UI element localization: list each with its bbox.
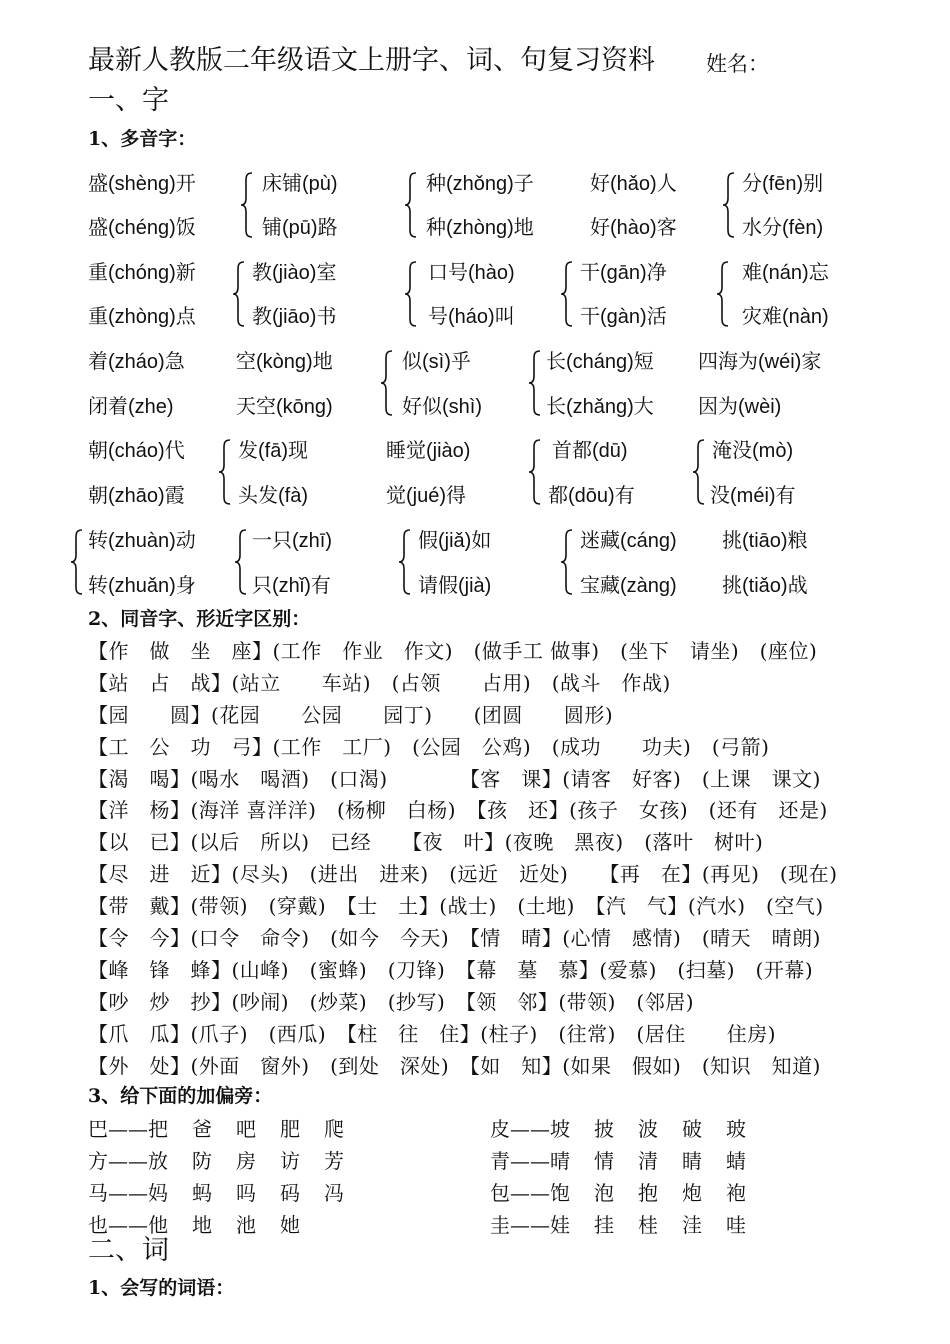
polyphonic-item: 闭着(zhe) <box>88 396 174 418</box>
polyphonic-item: 淹没(mò) <box>712 440 794 462</box>
radical-char: 地 <box>192 1213 212 1237</box>
homophone-row: 【站 占 战】(站立 车站) (占领 占用) (战斗 作战) <box>88 671 671 695</box>
polyphonic-item: 睡觉(jiào) <box>386 440 471 462</box>
radical-char: 饱 <box>550 1181 570 1205</box>
radical-row <box>490 1177 770 1206</box>
polyphonic-item: 空(kòng)地 <box>236 351 333 373</box>
homophone-row: 【吵 炒 抄】(吵闹) (炒菜) (抄写) 【领 邻】(带领) (邻居) <box>88 990 695 1014</box>
left-brace-icon <box>398 529 412 595</box>
radical-char: 哇 <box>726 1213 746 1237</box>
left-brace-icon <box>232 261 246 327</box>
radical-char: 炮 <box>682 1181 702 1205</box>
polyphonic-item: 首都(dū) <box>552 440 628 462</box>
radical-base: 圭—— <box>490 1213 550 1237</box>
polyphonic-item: 宝藏(zàng) <box>580 575 677 597</box>
homophone-row: 【外 处】(外面 窗外) (到处 深处) 【如 知】(如果 假如) (知识 知道) <box>88 1054 821 1078</box>
radical-base: 也—— <box>88 1213 148 1237</box>
radical-char: 爬 <box>324 1117 344 1141</box>
radical-char: 房 <box>236 1149 256 1173</box>
radical-char: 情 <box>594 1149 614 1173</box>
radical-char: 吗 <box>236 1181 256 1205</box>
left-brace-icon <box>692 439 706 505</box>
polyphonic-item: 铺(pū)路 <box>262 217 338 239</box>
radical-char: 放 <box>148 1149 168 1173</box>
polyphonic-item: 好(hào)客 <box>590 217 677 239</box>
polyphonic-item: 难(nán)忘 <box>742 262 829 284</box>
radical-char: 洼 <box>682 1213 702 1237</box>
left-brace-icon <box>70 529 84 595</box>
radical-char: 蚂 <box>192 1181 212 1205</box>
radical-char: 他 <box>148 1213 168 1237</box>
radical-char: 爸 <box>192 1117 212 1141</box>
homophone-row: 【带 戴】(带领) (穿戴) 【士 土】(战士) (土地) 【汽 气】(汽水) (空气) <box>88 894 824 918</box>
homophone-row: 【洋 杨】(海洋 喜洋洋) (杨柳 白杨) 【孩 还】(孩子 女孩) (还有 还是) <box>88 798 828 822</box>
page-title: 最新人教版二年级语文上册字、词、句复习资料 <box>88 45 655 76</box>
polyphonic-item: 发(fā)现 <box>238 440 308 462</box>
radical-base: 马—— <box>88 1181 148 1205</box>
left-brace-icon <box>560 529 574 595</box>
polyphonic-item: 好似(shì) <box>402 396 482 418</box>
polyphonic-item: 朝(cháo)代 <box>88 440 185 462</box>
radical-char: 挂 <box>594 1213 614 1237</box>
radical-char: 吧 <box>236 1117 256 1141</box>
homophone-row: 【令 今】(口令 命令) (如今 今天) 【情 晴】(心情 感情) (晴天 晴朗) <box>88 926 821 950</box>
name-label: 姓名： <box>706 52 769 76</box>
polyphonic-item: 假(jiǎ)如 <box>418 530 492 552</box>
left-brace-icon <box>240 172 254 238</box>
radical-char: 蜻 <box>726 1149 746 1173</box>
radical-char: 桂 <box>638 1213 658 1237</box>
radical-char: 访 <box>280 1149 300 1173</box>
radical-row <box>88 1145 368 1174</box>
polyphonic-item: 转(zhuàn)动 <box>88 530 196 552</box>
polyphonic-item: 口号(hào) <box>428 262 515 284</box>
polyphonic-item: 重(zhòng)点 <box>88 306 196 328</box>
polyphonic-item: 号(háo)叫 <box>428 306 515 328</box>
radical-char: 池 <box>236 1213 256 1237</box>
homophone-row: 【爪 瓜】(爪子) (西瓜) 【柱 往 住】(柱子) (往常) (居住 住房) <box>88 1022 777 1046</box>
radical-row <box>88 1113 368 1142</box>
radical-base: 包—— <box>490 1181 550 1205</box>
left-brace-icon <box>716 261 730 327</box>
left-brace-icon <box>234 529 248 595</box>
polyphonic-item: 水分(fèn) <box>742 217 824 239</box>
section-heading-characters: 一、字 <box>88 85 169 116</box>
radical-char: 她 <box>280 1213 300 1237</box>
polyphonic-item: 床铺(pù) <box>262 173 338 195</box>
radical-char: 晴 <box>550 1149 570 1173</box>
subheading-homophones: 2、同音字、形近字区别： <box>88 608 311 630</box>
polyphonic-item: 只(zhǐ)有 <box>252 575 331 597</box>
polyphonic-item: 头发(fà) <box>238 485 308 507</box>
radical-base: 皮—— <box>490 1117 550 1141</box>
polyphonic-item: 干(gān)净 <box>580 262 667 284</box>
left-brace-icon <box>218 439 232 505</box>
polyphonic-item: 种(zhòng)地 <box>426 217 534 239</box>
radical-char: 娃 <box>550 1213 570 1237</box>
polyphonic-item: 着(zháo)急 <box>88 351 185 373</box>
polyphonic-item: 重(chóng)新 <box>88 262 196 284</box>
radical-char: 抱 <box>638 1181 658 1205</box>
radical-char: 肥 <box>280 1117 300 1141</box>
left-brace-icon <box>722 172 736 238</box>
radical-row <box>490 1113 770 1142</box>
homophone-row: 【工 公 功 弓】(工作 工厂) (公园 公鸡) (成功 功夫) (弓箭) <box>88 735 770 759</box>
radical-char: 冯 <box>324 1181 344 1205</box>
radical-row <box>490 1209 770 1238</box>
polyphonic-item: 天空(kōng) <box>236 396 333 418</box>
radical-row <box>88 1177 368 1206</box>
polyphonic-item: 四海为(wéi)家 <box>698 351 822 373</box>
polyphonic-item: 因为(wèi) <box>698 396 782 418</box>
polyphonic-item: 教(jiāo)书 <box>252 306 337 328</box>
radical-char: 玻 <box>726 1117 746 1141</box>
radical-base: 青—— <box>490 1149 550 1173</box>
radical-char: 披 <box>594 1117 614 1141</box>
homophone-row: 【以 已】(以后 所以) 已经 【夜 叶】(夜晚 黑夜) (落叶 树叶) <box>88 830 764 854</box>
left-brace-icon <box>560 261 574 327</box>
homophone-row: 【园 圆】(花园 公园 园丁) (团圆 圆形) <box>88 703 614 727</box>
homophone-row: 【作 做 坐 座】(工作 作业 作文) (做手工 做事) (坐下 请坐) (座位) <box>88 639 818 663</box>
polyphonic-item: 长(cháng)短 <box>546 351 654 373</box>
left-brace-icon <box>380 350 394 416</box>
polyphonic-item: 朝(zhāo)霞 <box>88 485 185 507</box>
radical-char: 妈 <box>148 1181 168 1205</box>
polyphonic-item: 没(méi)有 <box>710 485 796 507</box>
radical-char: 睛 <box>682 1149 702 1173</box>
homophone-row: 【峰 锋 蜂】(山峰) (蜜蜂) (刀锋) 【幕 墓 慕】(爱慕) (扫墓) (开幕) <box>88 958 814 982</box>
polyphonic-item: 似(sì)乎 <box>402 351 471 373</box>
left-brace-icon <box>528 439 542 505</box>
polyphonic-item: 都(dōu)有 <box>548 485 635 507</box>
polyphonic-item: 挑(tiǎo)战 <box>722 575 808 597</box>
subheading-polyphonic: 1、多音字： <box>88 128 197 150</box>
polyphonic-item: 转(zhuǎn)身 <box>88 575 196 597</box>
homophone-row: 【渴 喝】(喝水 喝酒) (口渴) 【客 课】(请客 好客) (上课 课文) <box>88 767 821 791</box>
polyphonic-item: 长(zhǎng)大 <box>546 396 654 418</box>
radical-char: 破 <box>682 1117 702 1141</box>
polyphonic-item: 好(hǎo)人 <box>590 173 677 195</box>
polyphonic-item: 请假(jià) <box>418 575 492 597</box>
section-heading-words: 二、词 <box>88 1235 169 1266</box>
subheading-words: 1、会写的词语： <box>88 1277 235 1299</box>
radical-base: 方—— <box>88 1149 148 1173</box>
radical-char: 芳 <box>324 1149 344 1173</box>
radical-char: 波 <box>638 1117 658 1141</box>
subheading-radicals: 3、给下面的加偏旁： <box>88 1085 273 1107</box>
polyphonic-item: 分(fēn)别 <box>742 173 824 195</box>
radical-char: 码 <box>280 1181 300 1205</box>
polyphonic-item: 盛(shèng)开 <box>88 173 196 195</box>
polyphonic-item: 觉(jué)得 <box>386 485 467 507</box>
polyphonic-item: 教(jiào)室 <box>252 262 337 284</box>
polyphonic-item: 一只(zhī) <box>252 530 332 552</box>
radical-row <box>490 1145 770 1174</box>
polyphonic-item: 迷藏(cáng) <box>580 530 677 552</box>
polyphonic-item: 挑(tiāo)粮 <box>722 530 808 552</box>
radical-char: 清 <box>638 1149 658 1173</box>
radical-char: 把 <box>148 1117 168 1141</box>
polyphonic-item: 干(gàn)活 <box>580 306 667 328</box>
radical-char: 泡 <box>594 1181 614 1205</box>
polyphonic-item: 盛(chéng)饭 <box>88 217 196 239</box>
radical-char: 坡 <box>550 1117 570 1141</box>
radical-char: 袍 <box>726 1181 746 1205</box>
left-brace-icon <box>404 261 418 327</box>
polyphonic-item: 种(zhǒng)子 <box>426 173 534 195</box>
radical-base: 巴—— <box>88 1117 148 1141</box>
left-brace-icon <box>404 172 418 238</box>
radical-char: 防 <box>192 1149 212 1173</box>
left-brace-icon <box>528 350 542 416</box>
homophone-row: 【尽 进 近】(尽头) (进出 进来) (远近 近处) 【再 在】(再见) (现在) <box>88 862 838 886</box>
polyphonic-item: 灾难(nàn) <box>742 306 829 328</box>
